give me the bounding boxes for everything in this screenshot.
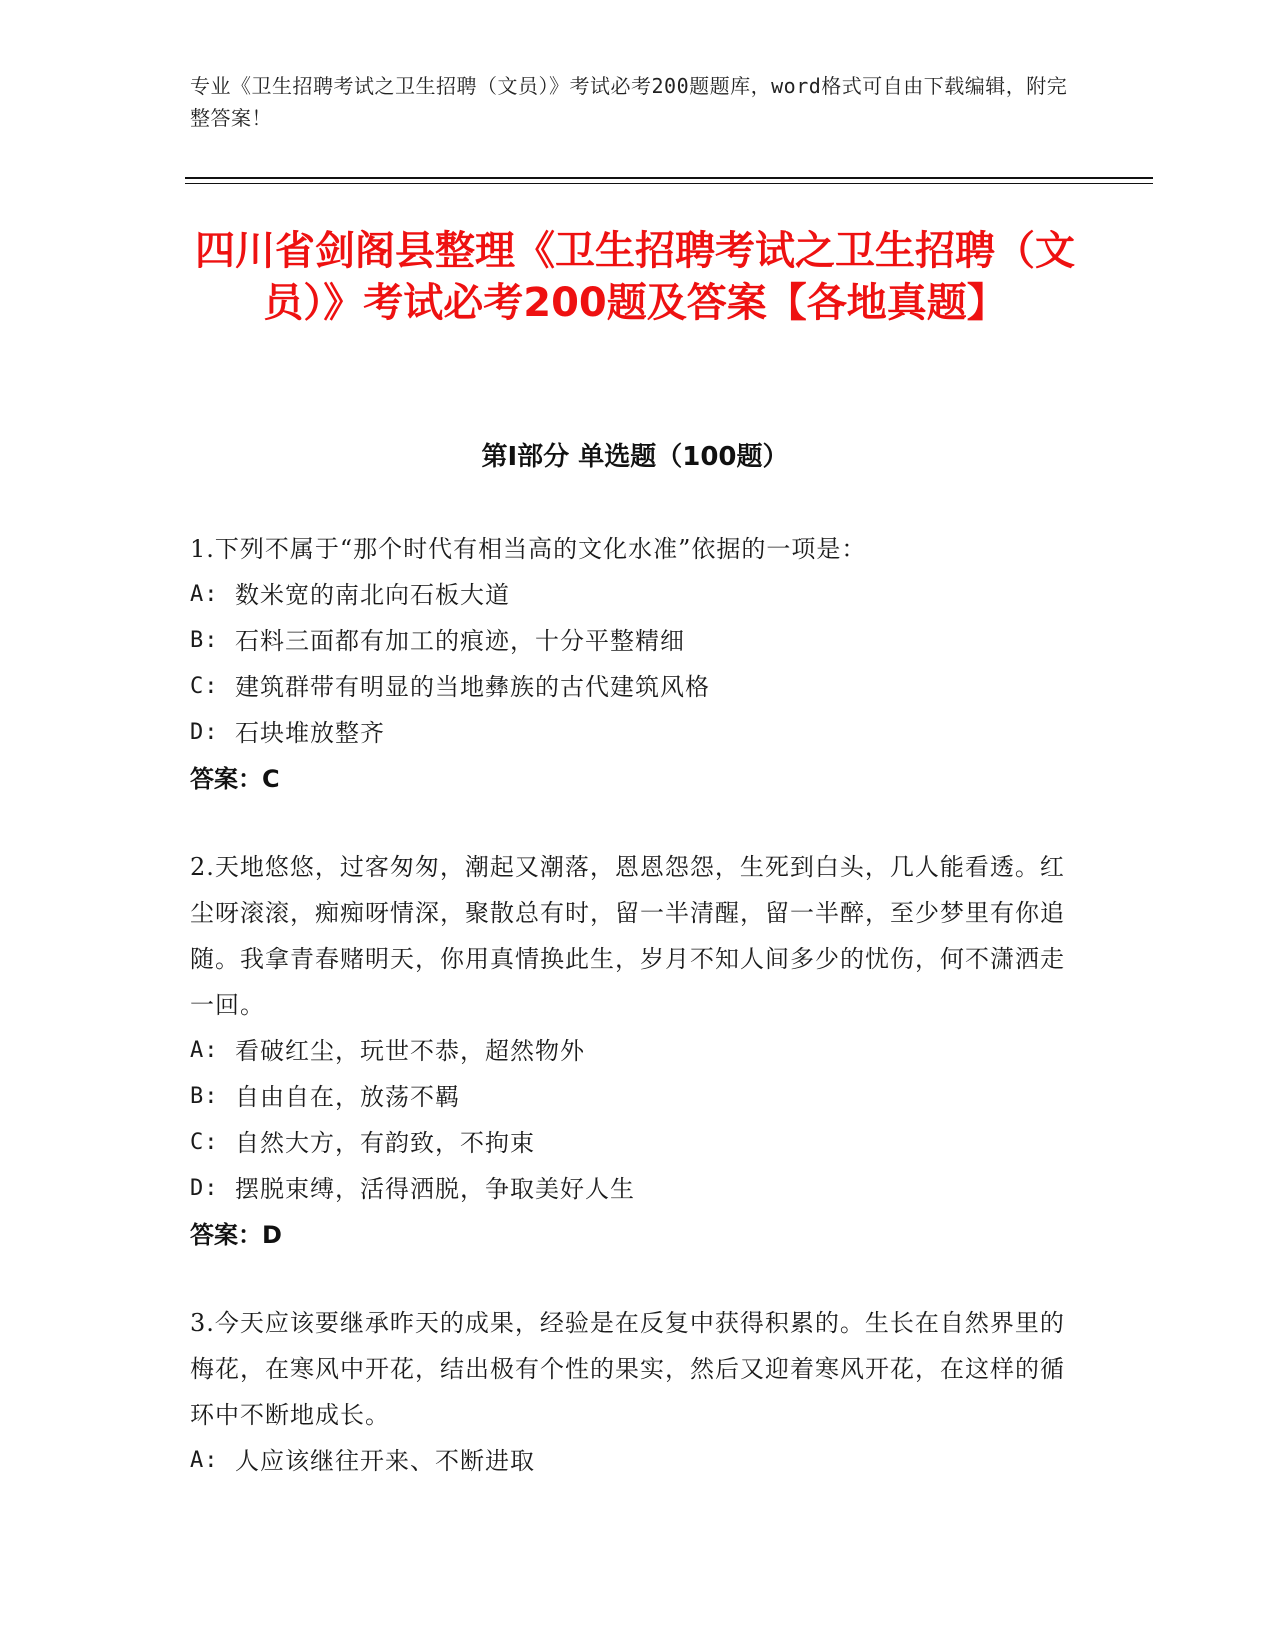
question-2 bbox=[190, 844, 1070, 1258]
question-3 bbox=[190, 1300, 1070, 1484]
option-key: A: bbox=[190, 1448, 219, 1473]
question-stem: 1.下列不属于“那个时代有相当高的文化水准”依据的一项是： bbox=[190, 535, 867, 563]
question-stem: 2.天地悠悠，过客匆匆，潮起又潮落，恩恩怨怨，生死到白头，几人能看透。红尘呀滚滚，痴痴呀情深，聚散总有时，留一半清醒，留一半醉，至少梦里有你追随。我拿青春赌明天，你用真情换此生，岁月不知人间多少的忧伤，何不潇洒走一回。 bbox=[190, 853, 1065, 1019]
option-text: 石块堆放整齐 bbox=[235, 719, 385, 747]
option-text: 自由自在，放荡不羁 bbox=[235, 1083, 460, 1111]
option-d bbox=[190, 710, 1070, 756]
option-text: 建筑群带有明显的当地彝族的古代建筑风格 bbox=[235, 673, 710, 701]
option-key: B: bbox=[190, 1084, 219, 1109]
option-key: D: bbox=[190, 1176, 219, 1201]
header-note: 专业《卫生招聘考试之卫生招聘（文员）》考试必考200题题库，word格式可自由下载编辑，附完整答案！ bbox=[190, 74, 1068, 130]
answer-line: 答案：C bbox=[190, 765, 280, 793]
option-c bbox=[190, 1120, 1070, 1166]
option-a bbox=[190, 572, 1070, 618]
option-key: C: bbox=[190, 1130, 219, 1155]
option-text: 石料三面都有加工的痕迹，十分平整精细 bbox=[235, 627, 685, 655]
option-key: B: bbox=[190, 628, 219, 653]
option-text: 人应该继往开来、不断进取 bbox=[235, 1447, 535, 1475]
option-a bbox=[190, 1028, 1070, 1074]
option-c bbox=[190, 664, 1070, 710]
option-text: 自然大方，有韵致，不拘束 bbox=[235, 1129, 535, 1157]
option-key: A: bbox=[190, 1038, 219, 1063]
option-key: C: bbox=[190, 674, 219, 699]
option-a bbox=[190, 1438, 1070, 1484]
option-key: A: bbox=[190, 582, 219, 607]
question-stem: 3.今天应该要继承昨天的成果，经验是在反复中获得积累的。生长在自然界里的梅花，在寒风中开花，结出极有个性的果实，然后又迎着寒风开花，在这样的循环中不断地成长。 bbox=[190, 1309, 1065, 1429]
option-b bbox=[190, 1074, 1070, 1120]
document-title: 四川省剑阁县整理《卫生招聘考试之卫生招聘（文员）》考试必考200题及答案【各地真题】 bbox=[195, 228, 1075, 326]
option-d bbox=[190, 1166, 1070, 1212]
question-list bbox=[190, 526, 1070, 1526]
option-key: D: bbox=[190, 720, 219, 745]
option-text: 数米宽的南北向石板大道 bbox=[235, 581, 510, 609]
header-rule-thick bbox=[185, 177, 1153, 179]
option-text: 摆脱束缚，活得洒脱，争取美好人生 bbox=[235, 1175, 635, 1203]
option-b bbox=[190, 618, 1070, 664]
question-1 bbox=[190, 526, 1070, 802]
header-rule-thin bbox=[185, 183, 1153, 184]
section-heading: 第Ⅰ部分 单选题（100题） bbox=[481, 442, 789, 472]
option-text: 看破红尘，玩世不恭，超然物外 bbox=[235, 1037, 585, 1065]
answer-line: 答案：D bbox=[190, 1221, 282, 1249]
